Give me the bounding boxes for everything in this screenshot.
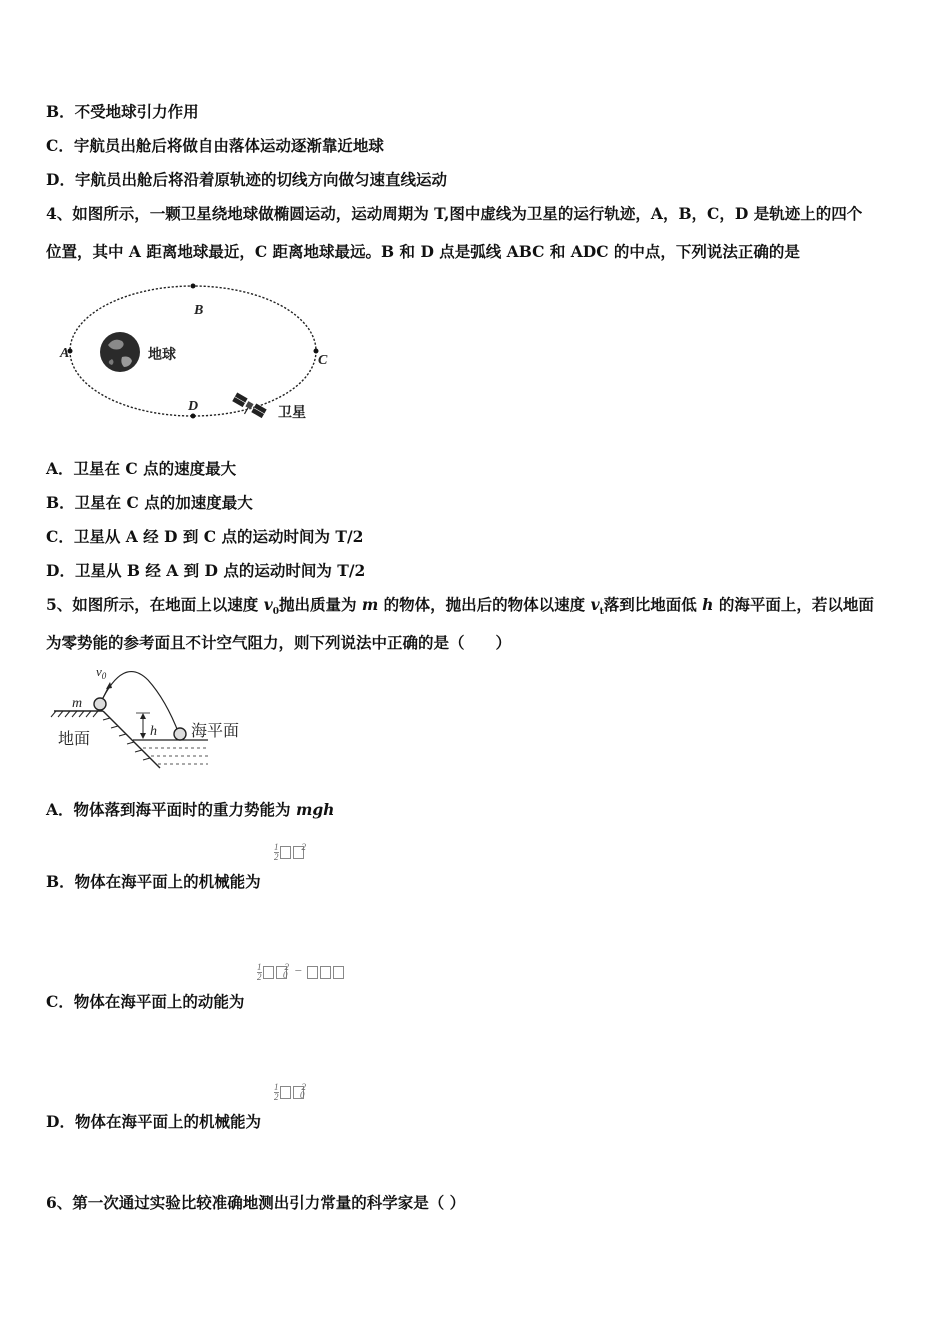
q5-stem-part-e: 的海平面上，若以地面 <box>713 595 874 614</box>
q5-stem-line2: 为零势能的参考面且不计空气阻力，则下列说法中正确的是（ ） <box>46 633 512 652</box>
formula-c-box1-icon <box>263 966 274 979</box>
q4-option-b: B．卫星在 C 点的加速度最大 <box>46 493 253 512</box>
ball-start <box>94 698 106 710</box>
q4-orbit-figure <box>50 275 350 430</box>
q5-option-a <box>46 800 334 820</box>
velocity-arrowhead <box>106 682 112 689</box>
formula-c-box5-icon <box>333 966 344 979</box>
q5-var-vt-sub: t <box>599 607 604 618</box>
q5-option-c: C．物体在海平面上的动能为 <box>46 992 245 1011</box>
satellite-label: 卫星 <box>278 406 306 421</box>
label-b: B <box>194 303 204 318</box>
point-d <box>191 414 196 419</box>
formula-c-sub: 0 <box>283 970 288 980</box>
q5-stem-line1 <box>46 595 874 622</box>
q5-var-v0: v <box>263 595 273 614</box>
sea-label: 海平面 <box>191 721 240 740</box>
q5-projectile-figure <box>48 660 248 772</box>
q3-option-c: C．宇航员出舱后将做自由落体运动逐渐靠近地球 <box>46 136 384 155</box>
earth-icon <box>100 332 140 372</box>
q4-option-d: D．卫星从 B 经 A 到 D 点的运动时间为 T/2 <box>46 561 366 580</box>
q5-stem-part-a: 5、如图所示，在地面上以速度 <box>46 595 264 614</box>
q5-option-b: B．物体在海平面上的机械能为 <box>46 872 261 891</box>
q6-stem: 6、第一次通过实验比较准确地测出引力常量的科学家是（ ） <box>46 1193 466 1212</box>
q5-formula-c <box>257 962 345 982</box>
q5-formula-b <box>274 842 306 862</box>
q3-option-d: D．宇航员出舱后将沿着原轨迹的切线方向做匀速直线运动 <box>46 170 447 189</box>
q5-stem-part-c: 的物体，抛出后的物体以速度 <box>378 595 591 614</box>
q4-option-a: A．卫星在 C 点的速度最大 <box>46 459 237 478</box>
formula-c-fraction: $\frac{1}{2}$ <box>257 961 262 982</box>
q5-var-v0-sub: 0 <box>272 607 279 618</box>
label-d: D <box>188 399 199 414</box>
formula-b-box1-icon <box>280 846 291 859</box>
satellite-icon <box>230 392 267 422</box>
formula-b-exp: 2 <box>301 842 306 852</box>
q5-var-m: m <box>361 595 379 614</box>
label-m: m <box>72 696 83 711</box>
q4-stem-line1: 4、如图所示，一颗卫星绕地球做椭圆运动，运动周期为 T,图中虚线为卫星的运行轨迹，A，B，C，D 是轨迹上的四个 <box>46 204 863 223</box>
formula-c-box3-icon <box>307 966 318 979</box>
q4-stem-line2: 位置，其中 A 距离地球最近，C 距离地球最远。B 和 D 点是弧线 ABC 和 ADC 的中点，下列说法正确的是 <box>46 242 800 261</box>
formula-c-box4-icon <box>320 966 331 979</box>
formula-c-exp: 2 <box>284 962 289 972</box>
formula-d-fraction: $\frac{1}{2}$ <box>274 1081 279 1102</box>
q3-option-b: B．不受地球引力作用 <box>46 102 199 121</box>
q5-var-vt: v <box>590 595 600 614</box>
q4-option-c: C．卫星从 A 经 D 到 C 点的运动时间为 T/2 <box>46 527 364 546</box>
ball-end <box>174 728 186 740</box>
label-h: h <box>150 724 157 739</box>
q5-stem-part-d: 落到比地面低 <box>603 595 703 614</box>
ground-hatch <box>51 711 98 717</box>
formula-d-sub: 0 <box>300 1090 305 1100</box>
label-c: C <box>318 353 328 368</box>
ground-label: 地面 <box>58 729 91 748</box>
label-a: A <box>60 346 70 361</box>
q5-stem-part-b: 抛出质量为 <box>278 595 362 614</box>
earth-label: 地球 <box>148 348 176 363</box>
q5-option-a-text: A．物体落到海平面时的重力势能为 <box>46 800 296 819</box>
q5-option-a-expr: mgh <box>295 800 335 819</box>
q5-var-h: h <box>702 595 714 614</box>
trajectory <box>100 672 179 734</box>
formula-c-op: − <box>294 963 303 978</box>
formula-d-exp: 2 <box>301 1082 306 1092</box>
point-b <box>191 284 196 289</box>
formula-b-fraction: $\frac{1}{2}$ <box>274 841 279 862</box>
q5-option-d: D．物体在海平面上的机械能为 <box>46 1112 261 1131</box>
label-v0: $v_0$ <box>96 664 107 681</box>
q5-formula-d <box>274 1082 305 1102</box>
formula-d-box1-icon <box>280 1086 291 1099</box>
